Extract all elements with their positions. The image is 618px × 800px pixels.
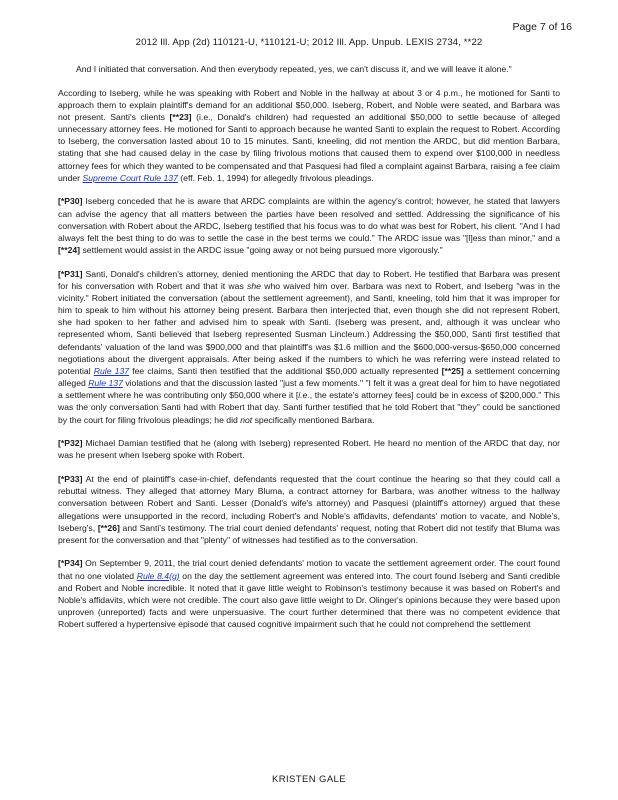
rule-8-4-g-link[interactable]: Rule 8.4(g) [136,570,180,581]
text-run: Iseberg conceded that he is aware that ARDC complaints are within the agency's control; however, he stated that lawyers can advise the agency that all matters between the parties have been resolved and settled. Addressing the significance of his conversation with Robert about the ARDC, Iseberg testified that his focus was to do what was best for Robert, his client. "And I had always felt the best thing to do was to settle the case in the best terms we could." The ARDC issue was "[l]ess than minor," and a [58,196,560,243]
text-run: According to Iseberg, while he was speaking with Robert and Noble in the hallway at about 3 or 4 p.m., he motioned for Santi to approach them to explain plaintiff's demand for an additional $50,000. Iseberg, Robert, and Noble were seated, and Barbara was not present. Santi's clients [58,87,560,122]
text-run: specifically mentioned Barbara. [252,414,375,425]
text-run: on the day the settlement agreement was entered into. The court found Iseberg and Santi credible and Robert and Noble incredible. It noted that it gave little weight to Robinson's testimony because it was based on Robert's and Noble's affidavits, which were not credible. The court also gave little weight to Dr. Olinger's opinions because they were based upon unproven (unreported) facts and were unpersuasive. The court further determined that there was no competent evidence that Robert suffered a hypertensive episode that caused cognitive impairment such that he could not comprehend the settlement [58,570,560,630]
text-run: settlement would assist in the ARDC issue "going away or not being pursued more vigorously." [80,245,443,256]
italic-text: i.e. [298,390,310,401]
italic-text: she [247,280,261,291]
star-page-marker: [**25] [441,365,464,376]
paragraph-marker: [*P32] [58,438,83,449]
paragraph-p30 [58,195,560,256]
paragraph-marker: [*P31] [58,268,83,279]
page-number: Page 7 of 16 [512,21,572,33]
paragraph-marker: [*P34] [58,558,83,569]
text-run: Santi, Donald's children's attorney, denied mentioning the ARDC that day to Robert. He testified that Barbara was present for his conversation with Robert and that it was [58,268,560,291]
rule-137-link[interactable]: Supreme Court Rule 137 [82,172,178,183]
case-citation-header: 2012 Ill. App (2d) 110121-U, *110121-U; 2012 Ill. App. Unpub. LEXIS 2734, **22 [135,37,483,48]
text-run: , the estate's attorney fees] could be in excess of $200,000." This was the only conversation Santi had with Robert that day. Santi further testified that he told Robert that "they" could be sanctioned by the court for filing frivolous pleadings; he did [58,390,560,425]
paragraph-p33 [58,473,560,546]
star-page-marker: [**23] [169,111,192,122]
paragraph-iseberg-account [58,87,560,184]
rule-137-link[interactable]: Rule 137 [88,378,123,389]
text-run: and Santi's testimony. The trial court denied defendants' request, noting that Robert did not testify that Bluma was present for the conversation and that "plenty" of witnesses had testified as to the conversation. [58,522,560,545]
text-run: On September 9, 2011, the trial court denied defendants' motion to vacate the settlement agreement order. The court found that no one violated [58,558,560,581]
rule-137-link[interactable]: Rule 137 [93,365,130,376]
paragraph-p31 [58,268,560,426]
text-run: violations and that the discussion lasted "just a few moments." "I felt it was a great deal for him to have negotiated a settlement where he was contributing only $50,000 where it [ [58,378,560,401]
text-run: a settlement concerning alleged [58,365,560,389]
star-page-marker: [**26] [97,522,120,533]
text-run: who waived him over. Barbara was next to Robert, and Iseberg "was in the vicinity." Robert initiated the conversation (about the settlement agreement), and Santi, kneeling, told him that it was improper for him to speak to him without his attorney being present. Barbara then interjected that, even though she did not represent Robert, she had spoken to her father and advised him to speak with Santi. (Iseberg was present, and, although it was unclear who represented whom, Santi believed that Iseberg represented Susman Lincleum.) Addressing the $50,000, Santi first testified that defendants' valuation of the land was $900,000 and that plaintiff's was $1.6 million and the $600,000-versus-$650,000 concerned negotiations about the divergent appraisals. After being asked if the numbers to which he was referring were instead related to potential [58,280,560,376]
document-body [58,63,560,642]
star-page-marker: [**24] [58,245,81,256]
paragraph-marker: [*P30] [58,196,83,207]
paragraph-p34 [58,557,560,630]
text-run: (eff. Feb. 1, 1994) for allegedly frivolous pleadings. [177,172,374,183]
text-run: Michael Damian testified that he (along with Iseberg) represented Robert. He heard no mention of the ARDC that day, nor was he present when Iseberg spoke with Robert. [58,438,560,461]
page-footer: KRISTEN GALE [272,774,346,785]
block-quote: And I initiated that conversation. And then everybody repeated, yes, we can't discuss it, and we will leave it alone." [76,64,512,74]
text-run: (i.e., Donald's children) had requested an additional $50,000 to settle because of alleged unnecessary attorney fees. He motioned for Santi to approach because he wanted Santi to explain the request to Robert. According to Iseberg, the conversation lasted about 10 to 15 minutes. Santi, kneeling, did not mention the ARDC, but did mention Barbara, stating that she had caused delay in the case by filing frivolous motions that caused them to expend over $100,000 in needless attorney fees for which they wanted to be compensated and that Pasquesi had filed a complaint against Barbara, raising a fee claim under [58,111,560,183]
italic-text: not [240,414,253,425]
paragraph-p32 [58,437,560,461]
text-run: fee claims, Santi then testified that the additional $50,000 actually represented [129,365,442,376]
paragraph-marker: [*P33] [58,474,83,485]
text-run: At the end of plaintiff's case-in-chief, defendants requested that the court continue the hearing so that they could call a rebuttal witness. They alleged that attorney Mary Bluma, a contract attorney for Barbara, was another witness to the hallway conversation between Robert and Santi. Lesser (Donald's wife's attorney) and Pasquesi (plaintiff's attorney) argued that these allegations were unsupported in the record, including Robert's and Noble's affidavits, defendants' motion to vacate, and Noble's, Iseberg's, [58,474,560,533]
